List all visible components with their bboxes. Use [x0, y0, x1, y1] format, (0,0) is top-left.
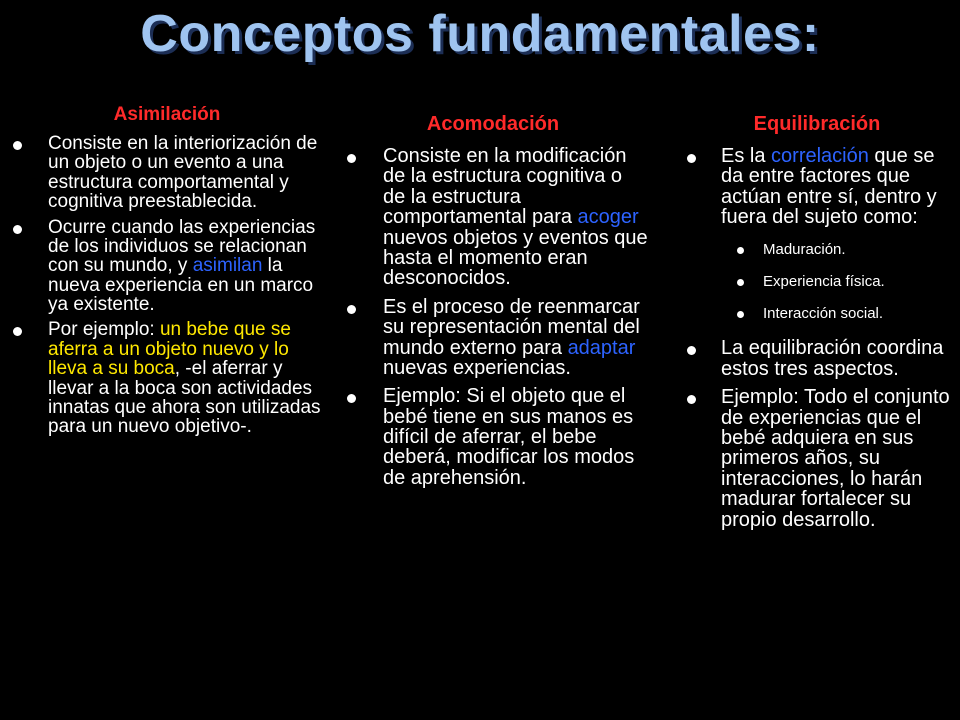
highlight-text: acoger	[577, 206, 639, 229]
bullet-text: que se da entre factores que actúan entre sí, dentro y fuera del sujeto como:	[721, 145, 937, 229]
bullet-text: Consiste en la modificación de la estructura cognitiva o de la estructura comportamental para	[383, 145, 627, 229]
bullet-list	[338, 146, 648, 488]
bullet-text: La equilibración coordina estos tres aspectos.	[721, 337, 944, 380]
column-acomodacion	[338, 113, 648, 496]
list-item	[338, 146, 648, 289]
column-asimilacion	[8, 104, 326, 443]
bullet-text: Por ejemplo:	[48, 319, 160, 341]
sub-item-maduracion: Maduración.	[721, 242, 958, 257]
list-item	[338, 386, 648, 488]
highlight-text: adaptar	[567, 336, 636, 359]
slide-title: Conceptos fundamentales:	[140, 5, 820, 63]
heading-equilibracion: Equilibración	[753, 113, 881, 135]
bullet-list	[8, 134, 326, 437]
list-item	[676, 387, 958, 530]
sub-list	[721, 242, 958, 322]
list-item	[338, 297, 648, 379]
bullet-list	[676, 146, 958, 530]
list-item	[8, 218, 326, 315]
list-item	[676, 146, 958, 321]
heading-acomodacion: Acomodación	[426, 113, 560, 135]
highlight-text: correlación	[771, 145, 869, 167]
list-item	[8, 320, 326, 436]
bullet-text: Ejemplo: Si el objeto que el bebé tiene en sus manos es difícil de aferrar, el bebe deberá, modificar los modos de aprehensión.	[383, 385, 635, 489]
heading-asimilacion: Asimilación	[113, 104, 221, 125]
highlight-text: asimilan	[192, 255, 263, 277]
bullet-text: la nueva experiencia en un marco ya existente.	[48, 255, 314, 315]
list-item	[8, 134, 326, 212]
bullet-text: nuevas experiencias.	[383, 356, 571, 379]
list-item	[676, 338, 958, 379]
sub-item-experiencia-fisica: Experiencia física.	[721, 274, 958, 289]
bullet-text: Ejemplo: Todo el conjunto de experiencias que el bebé adquiera en sus primeros años, su interacciones, lo harán madurar fortalecer su propio desarrollo.	[721, 386, 950, 531]
bullet-text: Ocurre cuando las experiencias de los individuos se relacionan con su mundo, y	[48, 216, 316, 277]
bullet-text: nuevos objetos y eventos que hasta el momento eran desconocidos.	[383, 226, 648, 290]
sub-item-interaccion-social: Interacción social.	[721, 306, 958, 321]
bullet-text: Consiste en la interiorización de un objeto o un evento a una estructura comportamental y cognitiva preestablecida.	[48, 133, 318, 213]
highlight-text: un bebe que se aferra a un objeto nuevo y lo lleva a su boca	[48, 319, 291, 380]
bullet-text: Es el proceso de reenmarcar su representación mental del mundo externo para	[383, 295, 640, 359]
bullet-text: , -el aferrar y llevar a la boca son actividades innatas que ahora son utilizadas para un nuevo objetivo-.	[48, 358, 321, 438]
column-equilibracion	[676, 113, 958, 538]
bullet-text: Es la	[721, 145, 772, 167]
